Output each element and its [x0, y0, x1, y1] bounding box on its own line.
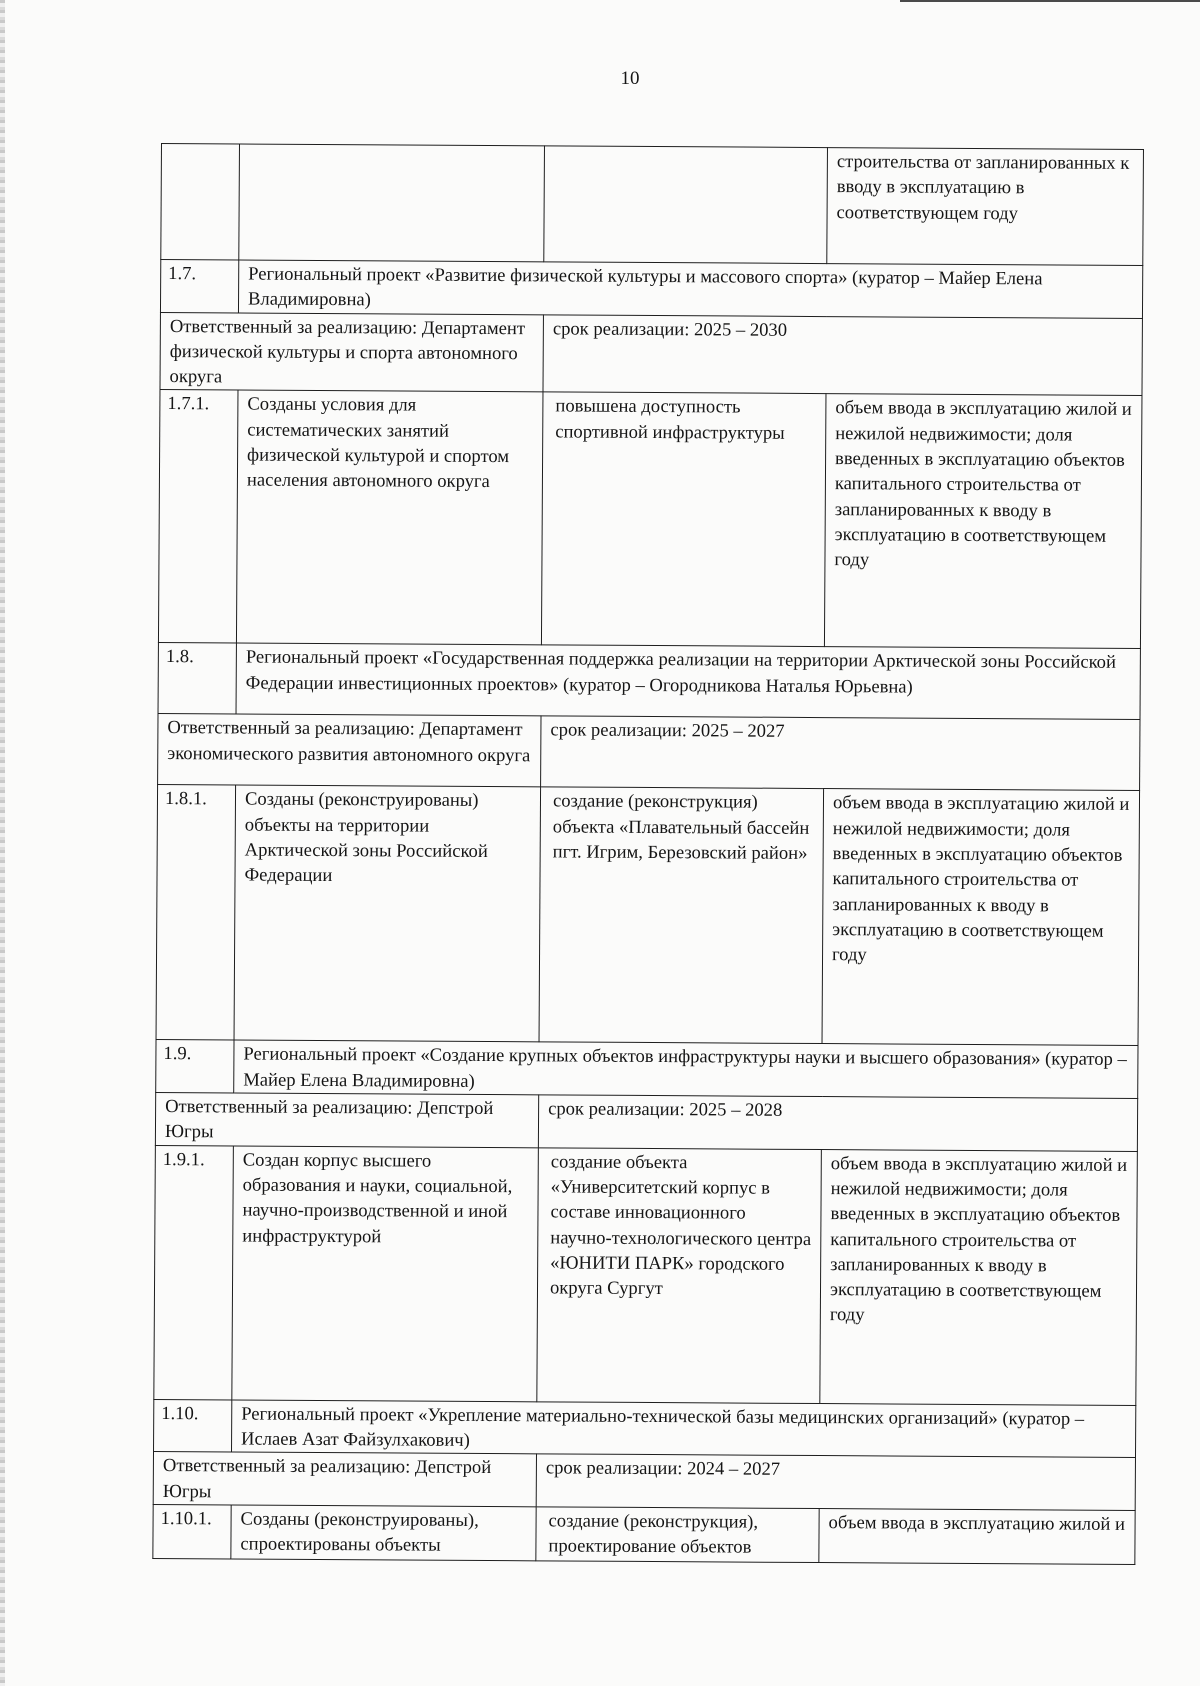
project-term: срок реализации: 2024 – 2027 [536, 1454, 1135, 1510]
item-indicators: объем ввода в эксплуатацию жилой и [819, 1508, 1135, 1564]
project-responsible: Ответственный за реализацию: Депстрой Югры [155, 1093, 538, 1148]
item-result: Созданы (реконструированы), спроектированы объекты [231, 1505, 536, 1561]
project-header-row [160, 260, 1142, 319]
project-number: 1.10. [154, 1399, 232, 1452]
project-responsible: Ответственный за реализацию: Депстрой Югры [153, 1452, 536, 1507]
scan-artifact-line [900, 0, 1200, 2]
project-number: 1.8. [158, 643, 236, 714]
project-number: 1.7. [160, 260, 238, 313]
table-row [154, 1145, 1138, 1405]
table-row [158, 390, 1142, 649]
project-title: Региональный проект «Создание крупных объектов инфраструктуры науки и высшего образования» (куратор – Майер Елена Владимировна) [234, 1040, 1138, 1098]
item-effect: повышена доступность спортивной инфраструктуры [541, 392, 826, 647]
project-responsible-row [158, 714, 1140, 791]
project-term: срок реализации: 2025 – 2030 [543, 314, 1142, 396]
project-term: срок реализации: 2025 – 2027 [541, 716, 1140, 791]
project-responsible: Ответственный за реализацию: Департамент экономического развития автономного округа [158, 714, 541, 787]
project-responsible-row [160, 312, 1142, 396]
item-number: 1.8.1. [156, 785, 236, 1040]
item-indicators: объем ввода в эксплуатацию жилой и нежилой недвижимости; доля введенных в эксплуатацию объектов капитального строительства от запланированных к вводу в эксплуатацию в соответствующем году [820, 1149, 1138, 1405]
page-number: 10 [620, 68, 640, 89]
project-header-row [158, 643, 1140, 720]
project-title: Региональный проект «Укрепление материально-технической базы медицинских организаций» (куратор – Ислаев Азат Файзулхакович) [232, 1400, 1136, 1458]
project-header-row [154, 1399, 1136, 1458]
cell-effect [544, 146, 828, 264]
scan-edge [0, 0, 5, 1686]
table-row-continuation [161, 144, 1144, 266]
item-number: 1.10.1. [153, 1504, 231, 1558]
project-title: Региональный проект «Развитие физической культуры и массового спорта» (куратор – Майер Елена Владимировна) [238, 260, 1142, 318]
table-row [156, 785, 1140, 1046]
item-number: 1.9.1. [154, 1145, 234, 1399]
cell-indicators: строительства от запланированных к вводу в эксплуатацию в соответствующем году [827, 148, 1144, 266]
item-effect: создание (реконструкция) объекта «Плавательный бассейн пгт. Игрим, Березовский район» [539, 787, 824, 1044]
project-responsible-row [155, 1093, 1137, 1152]
item-effect: создание (реконструкция), проектирование объектов [536, 1507, 819, 1563]
item-result: Создан корпус высшего образования и науки, социальной, научно-производственной и иной инфраструктурой [232, 1146, 539, 1402]
project-title: Региональный проект «Государственная поддержка реализации на территории Арктической зоны Российской Федерации инвестиционных проектов» (куратор – Огородникова Наталья Юрьевна) [236, 643, 1140, 720]
project-term: срок реализации: 2025 – 2028 [538, 1095, 1137, 1151]
cell-result [239, 144, 545, 262]
item-indicators: объем ввода в эксплуатацию жилой и нежилой недвижимости; доля введенных в эксплуатацию объектов капитального строительства от запланированных к вводу в эксплуатацию в соответствующем году [824, 394, 1142, 649]
item-indicators: объем ввода в эксплуатацию жилой и нежилой недвижимости; доля введенных в эксплуатацию объектов капитального строительства от запланированных к вводу в эксплуатацию в соответствующем году [822, 789, 1140, 1046]
item-effect: создание объекта «Университетский корпус в составе инновационного научно-технологического центра «ЮНИТИ ПАРК» городского округа Сургут [537, 1147, 822, 1403]
project-number: 1.9. [156, 1040, 234, 1093]
item-result: Созданы (реконструированы) объекты на территории Арктической зоны Российской Федерации [234, 785, 541, 1042]
cell-number [161, 144, 240, 260]
item-number: 1.7.1. [158, 390, 238, 643]
table-row [153, 1504, 1135, 1564]
item-result: Созданы условия для систематических занятий физической культурой и спортом населения автономного округа [236, 390, 543, 645]
project-header-row [156, 1040, 1138, 1099]
project-responsible-row [153, 1452, 1135, 1511]
project-responsible: Ответственный за реализацию: Департамент физической культуры и спорта автономного округа [160, 312, 543, 392]
document-table-wrapper [152, 143, 1143, 1565]
projects-table [152, 143, 1144, 1565]
